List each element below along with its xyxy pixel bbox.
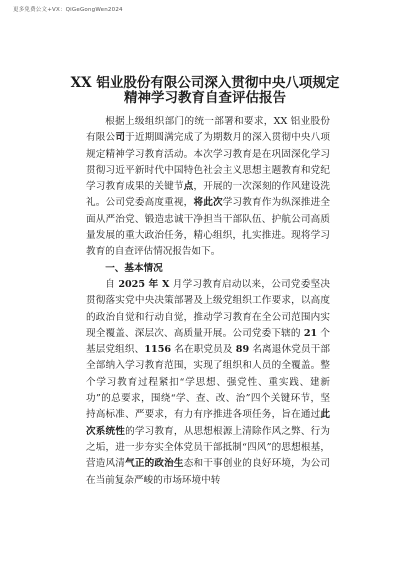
info-bold-4: 89 bbox=[235, 344, 250, 356]
intro-bold-1: 司 bbox=[115, 132, 126, 144]
basic-info-paragraph bbox=[86, 277, 330, 489]
info-text-1: 自 bbox=[105, 278, 119, 290]
info-text-5: 名离退休党员干部全部纳入学习教育范围，实现了组织和人员的全覆盖。整个学习教育过程紧扣“学思想、强党性、重实践、建新功”的总要求，围绕“学、查、改、治”四个关键环节，坚持高标准、严要求，有力有序推进各项任务，旨在通过 bbox=[86, 344, 330, 421]
info-bold-5: 此次系统性 bbox=[86, 409, 330, 437]
intro-text-4: 学习教育作为纵深推进全面从严治党、锻造忠诚干净担当干部队伍、护航公司高质量发展的重大政治任务，精心组织，扎实推进。现将学习教育的自查评估情况报告如下。 bbox=[86, 197, 331, 258]
intro-bold-3: 将此次 bbox=[193, 197, 223, 209]
intro-text-1: 根据上级组织部门的统一部署和要求，XX 铝业股份有限公 bbox=[86, 116, 330, 144]
watermark-text: 更多免费公文+VX：QiGeGongWen2024 bbox=[13, 7, 123, 13]
title-line-2: 精神学习教育自查评估报告 bbox=[124, 90, 286, 106]
title-line-1: XX 铝业股份有限公司深入贯彻中央八项规定 bbox=[70, 75, 340, 91]
info-bold-6: 气正的政治生 bbox=[125, 458, 184, 470]
intro-text-3: ，开展的一次深刻的作风建设洗礼。公司党委高度重视， bbox=[86, 181, 331, 209]
info-bold-1: 2025 年 X bbox=[118, 278, 170, 290]
intro-text-2: 于近期圆满完成了为期数月的深入贯彻中央八项规定精神学习教育活动。本次学习教育是在巩固深化学习贯彻习近平新时代中国特色社会主义思想主题教育和党纪学习教育成果的关键节 bbox=[86, 132, 331, 193]
info-bold-3: 1156 bbox=[144, 344, 172, 356]
info-text-7: 态和干事创业的良好环境，为公司在当前复杂严峻的市场环境中转 bbox=[86, 458, 331, 486]
document-title bbox=[0, 76, 410, 106]
info-text-6: 的学习教育，从思想根源上清除作风之弊、行为之垢，进一步夯实全体党员干部抵制“四风”的思想根基，营造风清 bbox=[86, 425, 331, 470]
info-bold-2: 21 bbox=[303, 327, 318, 339]
info-text-3: 个基层党组织、 bbox=[86, 327, 330, 356]
document-body bbox=[86, 114, 330, 489]
info-text-4: 名在职党员及 bbox=[171, 344, 236, 356]
info-text-2: 月学习教育启动以来，公司党委坚决贯彻落实党中央决策部署及上级党组织工作要求，以高度的政治自觉和行动自觉，推动学习教育在全公司范围内实现全覆盖、深层次、高质量开展。公司党委下辖的 bbox=[86, 278, 330, 339]
intro-paragraph bbox=[86, 114, 330, 261]
section-heading: 一、基本情况 bbox=[105, 262, 163, 274]
intro-bold-2: 点 bbox=[183, 181, 194, 193]
